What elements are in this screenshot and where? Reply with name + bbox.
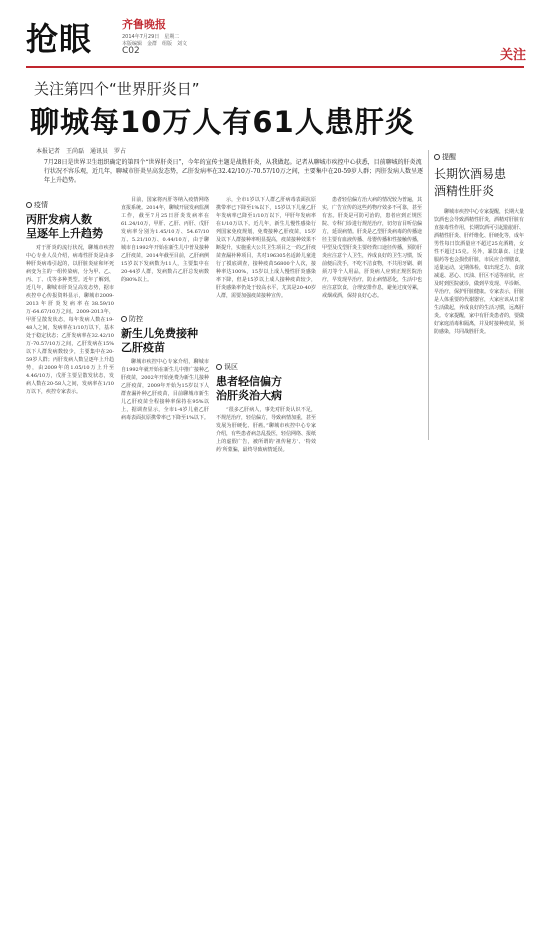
- section-title-line: 乙肝疫苗: [121, 341, 165, 354]
- section-title-line: 患者轻信偏方: [216, 375, 282, 388]
- section-title-line: 长期饮酒易患: [434, 167, 507, 181]
- bullet-icon: [216, 364, 222, 370]
- section-kicker: 疫情: [26, 200, 114, 210]
- section-epidemic: [26, 200, 114, 454]
- section-title: 抢眼: [26, 20, 93, 58]
- bullet-icon: [121, 316, 127, 322]
- section-body: 对于肝炎的流行状况，聊城市疾控中心专业人员介绍，病毒性肝炎是由多种肝炎病毒引起的，以肝脏炎症和坏死病变为主的一组传染病，分为甲、乙、丙、丁、戊等多种类型。近年了解到，近几年，聊城市肝炎呈高发态势，据市疾控中心传报资料显示，聊城市2009-2013年肝炎发病率在38.59/10万-64.67/10万之间。2009-2013年，甲肝呈散发状态，每年发病人数在19-48人之间，发病率在1/10万以下，基本处于稳定状态；乙肝发病率在32.42/10万-70.57/10万之间，乙肝发病在15%以下人群发病数较少，主要集中在20-59岁人群；丙肝发病人数呈逐年上升趋势，由2009年的1.05/10万上升至4.46/10万，戊肝主要呈散发状态，发病人数在20-58人之间，发病率在1/10万以下，疾控专家表示。: [26, 245, 114, 395]
- section-kicker: 误区: [216, 362, 316, 372]
- column-divider: [428, 150, 429, 440]
- section-kicker: 提醒: [434, 152, 524, 162]
- section-reminder: [434, 152, 524, 438]
- section-title-line: 治肝炎治大病: [216, 389, 282, 402]
- section-title-line: 新生儿免费接种: [121, 327, 198, 340]
- page-number: C02: [122, 46, 140, 56]
- section-body: 聊城市疾控中心专家介绍，聊城市自1992年就开始在新生儿中推广接种乙肝疫苗，2002年开始免费为新生儿接种乙肝疫苗，2009年开始为15岁以下人群查漏补种乙肝疫苗，目前聊城市新生儿乙肝疫苗全程接种率保持在95%以上，据调查显示，全市1-4岁儿童乙肝病毒表面抗原携带率已下降至1%以下。: [121, 359, 209, 421]
- article-kicker: 关注第四个“世界肝炎日”: [34, 80, 200, 98]
- section-title-line: 酒精性肝炎: [434, 184, 495, 198]
- newspaper-logo: 齐鲁晚报: [122, 18, 166, 31]
- masthead: [26, 14, 526, 64]
- section-body: 患者轻信偏方治大病的情况较为普遍，其实，广告宣传的这些药物疗效多不可靠，甚至有害。肝炎是可防可治的，患者应到正规医院、专科门诊进行规范治疗，切勿盲目听信偏方，延误病情。肝炎是乙型肝炎病毒的传播途径主要有血液传播、母婴传播和性接触传播，甲型及戊型肝炎主要经粪口途径传播，预防肝炎应注意个人卫生，养成良好的卫生习惯，饭前便后洗手，不吃不洁食物，不共用牙刷、剃须刀等个人用品，肝炎病人应到正规医院治疗，早发现早治疗，防止病情恶化，生活中也应注意饮食，合理安排作息，避免过度劳累，戒烟戒酒，保持良好心态。: [322, 197, 422, 299]
- bullet-icon: [26, 202, 32, 208]
- section-body: 示，全市1岁以下人群乙肝病毒表面抗原携带率已下降至1%以下，15岁以下儿童乙肝年发病率已降至1/10万以下，甲肝年发病率在1/10万以下。近几年，新生儿慢性感染行列国家免疫规划，免费接种乙肝疫苗，15岁及以下人群接种率明显提高，疫苗接种效果不断提升，实施重大公共卫生项目之一的乙肝疫苗查漏补种项目，共对196305名适龄儿童进行了摸底调查，接种疫苗56800个人次，接种率达100%，15岁以上成人慢性肝炎感染率下降，但是15岁以上成人接种疫苗较少，肝炎感染率仍处于较高水平，尤其是20-40岁人群，需要加强疫苗接种宣传。: [216, 197, 316, 299]
- article-lead: 7月28日是世界卫生组织确定的第四个“世界肝炎日”，今年的宣传主题是战胜肝炎，从我做起。记者从聊城市疾控中心获悉，目前聊城的肝炎流行状况不容乐观，近几年，聊城市肝炎呈高发态势，乙肝发病率在32.42/10万-70.57/10万之间，主要集中在20-59岁人群；丙肝发病人数呈逐年上升趋势。: [44, 159, 423, 184]
- section-body: “很多乙肝病人，事先对肝炎认识不足，不规范治疗，轻信偏方，导致病情加重，甚至发展为肝硬化、肝癌。”聊城市疾控中心专家介绍，有些患者病急乱投医，轻信网络、报纸上的虚假广告，被所谓的‘祖传秘方’、‘特效药’所蒙骗，最终导致病情延误。: [216, 407, 316, 453]
- section-title-line: 呈逐年上升趋势: [26, 227, 103, 240]
- section-body: 目前，国家将丙肝等纳入疫情网络直报系统。2014年，聊城开展发病监测工作，截至7月25日肝炎发病率在61.24/10万，甲肝、乙肝、丙肝、戊肝发病率分别为1.45/10万、54.67/10万、5.21/10万、0.44/10万，由于聊城市自1992年开始在新生儿中普及接种乙肝疫苗，2014年截至目前，乙肝病例15岁以下发病数为11人，主要集中在20-44岁人群，发病数占乙肝总发病数的80%以上。: [121, 197, 209, 283]
- editors-line: 本版编辑 金群 组版 刘文: [122, 41, 188, 47]
- header-rule: [26, 66, 524, 68]
- article-headline: 聊城每10万人有61人患肝炎: [30, 105, 415, 139]
- section-tag: 关注: [499, 48, 526, 63]
- column-4: [322, 196, 422, 428]
- section-kicker: 防控: [121, 314, 209, 324]
- section-title-line: 丙肝发病人数: [26, 213, 92, 226]
- column-3: [216, 196, 316, 456]
- article-byline: 本报记者 王尚磊 通讯员 罗占: [36, 148, 127, 155]
- column-2: [121, 196, 209, 458]
- bullet-icon: [434, 154, 440, 160]
- section-body: 聊城市疾控中心专家提醒，长期大量饮酒也会导致酒精性肝炎，酒精对肝脏有直接毒性作用，长期饮酒可引起脂肪肝、酒精性肝炎、肝纤维化、肝硬化等，成年男性每日饮酒量应不超过25克酒精，女性不超过15克。另外，暴饮暴食、过量服药等也会损伤肝脏，市民应合理膳食，适量运动，定期体检，如出现乏力、食欲减退、恶心、厌油、肝区不适等症状，应及时到医院就诊，做到早发现、早诊断、早治疗，保护肝脏健康。专家表示，肝脏是人体重要的代谢器官，大家应该从日常生活做起，养成良好的生活习惯，远离肝炎。专家提醒，家中有肝炎患者的，要做好家庭消毒和隔离，并及时接种疫苗，预防感染，共同战胜肝炎。: [434, 209, 524, 335]
- date-line: 2014年7月29日 星期二: [122, 34, 180, 40]
